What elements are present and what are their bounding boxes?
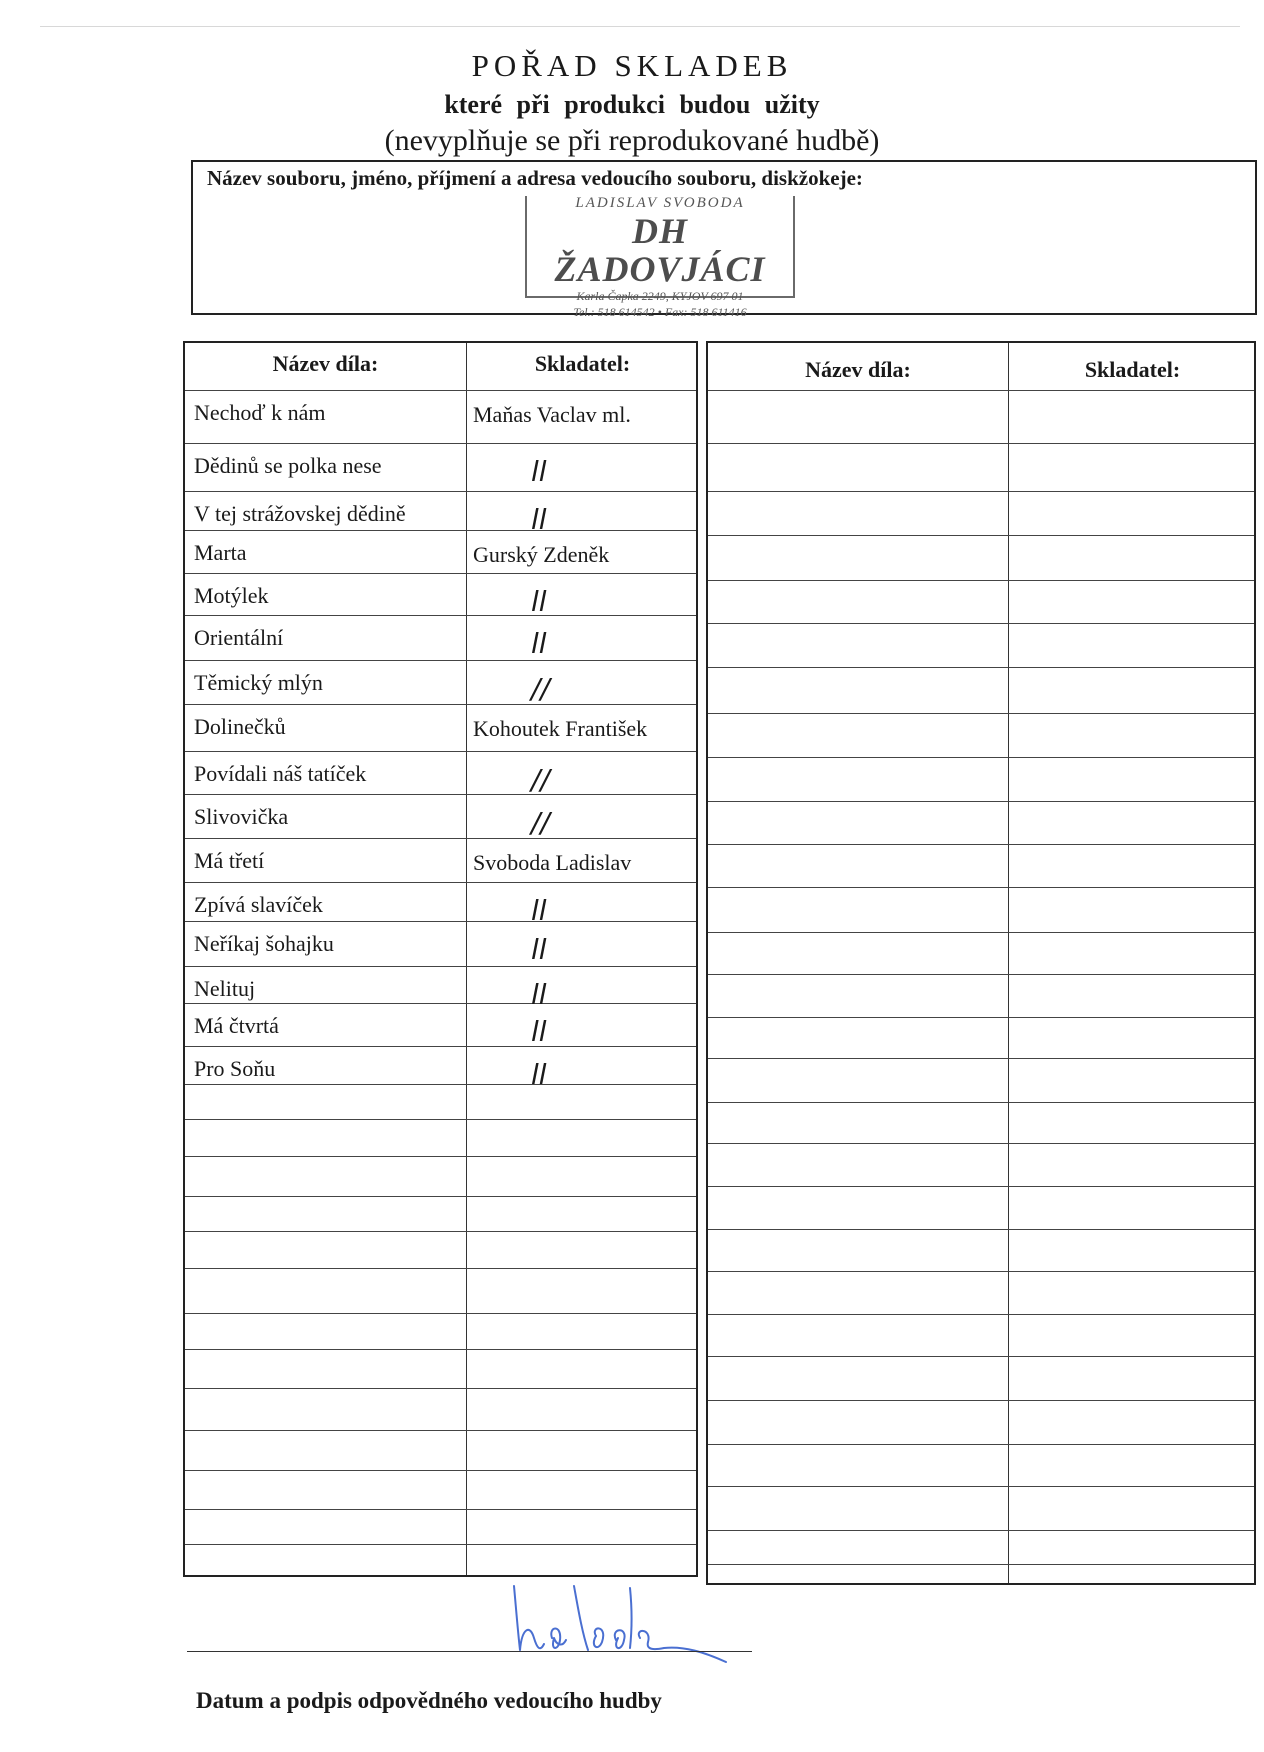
table-row-title: V tej strážovskej dědině	[194, 501, 406, 526]
table-row-title: Nelituj	[194, 976, 256, 1001]
stamp-band-name: DH ŽADOVJÁCI	[554, 211, 766, 289]
table-row-line	[708, 1486, 1254, 1487]
table-row-composer-ditto: ll	[531, 455, 547, 488]
table-row-line	[185, 704, 696, 705]
table-row-line	[708, 887, 1254, 888]
table-row-line	[708, 443, 1254, 444]
table-row-title: Slivovička	[194, 804, 289, 829]
table-row-line	[708, 1400, 1254, 1401]
table-row-line	[708, 1017, 1254, 1018]
document-note: (nevyplňuje se při reprodukované hudbě)	[384, 124, 880, 157]
stamp-address: Karla Čapka 2249, KYJOV 697 01	[576, 289, 744, 303]
table-row-line	[185, 390, 696, 391]
table-row-line	[708, 1530, 1254, 1531]
table-row-line	[185, 530, 696, 531]
table-row-line	[708, 974, 1254, 975]
table-row-line	[708, 535, 1254, 536]
table-row-line	[185, 1544, 696, 1545]
table-row-line	[708, 801, 1254, 802]
table-row-title: Marta	[194, 540, 247, 565]
column-divider	[1008, 343, 1009, 1583]
table-row-line	[185, 882, 696, 883]
table-row-line	[185, 838, 696, 839]
table-row-line	[185, 1349, 696, 1350]
table-row-line	[708, 390, 1254, 391]
ensemble-stamp	[525, 195, 795, 319]
table-row-line	[185, 751, 696, 752]
signature-line	[187, 1651, 752, 1652]
table-row-line	[708, 1102, 1254, 1103]
table-row-line	[708, 757, 1254, 758]
table-row-title: Pro Soňu	[194, 1056, 276, 1081]
table-row-line	[708, 1356, 1254, 1357]
table-row-line	[185, 1119, 696, 1120]
top-rule	[40, 26, 1240, 27]
table-row-line	[708, 1058, 1254, 1059]
table-row-line	[708, 1564, 1254, 1565]
table-row-composer-ditto: //	[531, 763, 550, 796]
stamp-phone-fax: Tel.: 518 614542 • Fax: 518 611416	[573, 305, 747, 319]
table-row-line	[185, 443, 696, 444]
table-row-composer-ditto: ll	[531, 978, 547, 1011]
table-row-line	[708, 1186, 1254, 1187]
setlist-tables	[183, 341, 1256, 1585]
table-row-composer-ditto: ll	[531, 585, 547, 618]
table-row-composer: Maňas Vaclav ml.	[473, 402, 631, 427]
table-row-line	[185, 1268, 696, 1269]
table-row-line	[185, 615, 696, 616]
table-row-composer-ditto: //	[531, 672, 550, 705]
table-row-title: Orientální	[194, 625, 284, 650]
header-composer-left: Skladatel:	[534, 351, 631, 376]
table-row-line	[185, 1430, 696, 1431]
header-composer-right: Skladatel:	[1084, 357, 1181, 382]
table-row-line	[708, 1229, 1254, 1230]
table-row-line	[185, 1388, 696, 1389]
signature	[504, 1578, 734, 1668]
table-row-line	[708, 1444, 1254, 1445]
table-row-composer: Svoboda Ladislav	[473, 850, 632, 875]
table-row-composer-ditto: //	[531, 806, 550, 839]
table-row-line	[708, 844, 1254, 845]
header-title-right: Název díla:	[805, 357, 911, 382]
table-row-line	[708, 1143, 1254, 1144]
table-row-line	[185, 573, 696, 574]
document-subtitle: které při produkci budou užity	[444, 90, 820, 119]
table-row-line	[708, 623, 1254, 624]
document-title: POŘAD SKLADEB	[471, 48, 793, 83]
table-row-line	[185, 1156, 696, 1157]
table-row-title: Má čtvrtá	[194, 1013, 279, 1038]
table-row-line	[185, 1470, 696, 1471]
table-row-title: Povídali náš tatíček	[194, 761, 367, 786]
table-row-line	[185, 1003, 696, 1004]
table-row-line	[708, 932, 1254, 933]
ensemble-label: Název souboru, jméno, příjmení a adresa vedoucího souboru, diskžokeje:	[207, 166, 863, 190]
table-row-line	[185, 921, 696, 922]
table-row-line	[185, 966, 696, 967]
table-row-line	[185, 1313, 696, 1314]
table-row-title: Má třetí	[194, 848, 265, 873]
table-row-composer-ditto: ll	[531, 627, 547, 660]
table-row-line	[708, 1271, 1254, 1272]
table-row-line	[185, 1196, 696, 1197]
signature-label: Datum a podpis odpovědného vedoucího hudby	[196, 1688, 662, 1713]
table-row-line	[185, 1046, 696, 1047]
table-row-line	[185, 1231, 696, 1232]
ensemble-box	[191, 160, 1257, 319]
table-row-line	[185, 491, 696, 492]
stamp-leader-name: LADISLAV SVOBODA	[575, 195, 745, 211]
table-row-line	[185, 1084, 696, 1085]
table-row-composer-ditto: ll	[531, 1015, 547, 1048]
table-row-title: Motýlek	[194, 583, 269, 608]
setlist-table-right	[706, 341, 1256, 1585]
table-row-title: Těmický mlýn	[194, 670, 323, 695]
table-row-line	[708, 580, 1254, 581]
header-title-left: Název díla:	[272, 351, 379, 376]
table-row-composer: Gurský Zdeněk	[473, 542, 610, 567]
setlist-table-left	[183, 341, 698, 1577]
table-row-line	[708, 491, 1254, 492]
table-row-title: Zpívá slavíček	[194, 892, 323, 917]
table-row-composer: Kohoutek František	[473, 716, 648, 741]
header	[0, 30, 1264, 158]
table-row-line	[708, 667, 1254, 668]
column-divider	[466, 343, 467, 1575]
table-row-line	[708, 713, 1254, 714]
table-row-title: Dolinečků	[194, 714, 286, 739]
table-row-title: Dědinů se polka nese	[194, 453, 382, 478]
table-row-line	[185, 1509, 696, 1510]
table-row-title: Neříkaj šohajku	[194, 931, 334, 956]
table-row-line	[708, 1314, 1254, 1315]
table-row-composer-ditto: ll	[531, 933, 547, 966]
table-row-composer-ditto: ll	[531, 894, 547, 927]
table-row-composer-ditto: ll	[531, 1058, 547, 1091]
table-row-title: Nechoď k nám	[194, 400, 326, 425]
table-row-composer-ditto: ll	[531, 503, 547, 536]
table-row-line	[185, 794, 696, 795]
table-row-line	[185, 660, 696, 661]
